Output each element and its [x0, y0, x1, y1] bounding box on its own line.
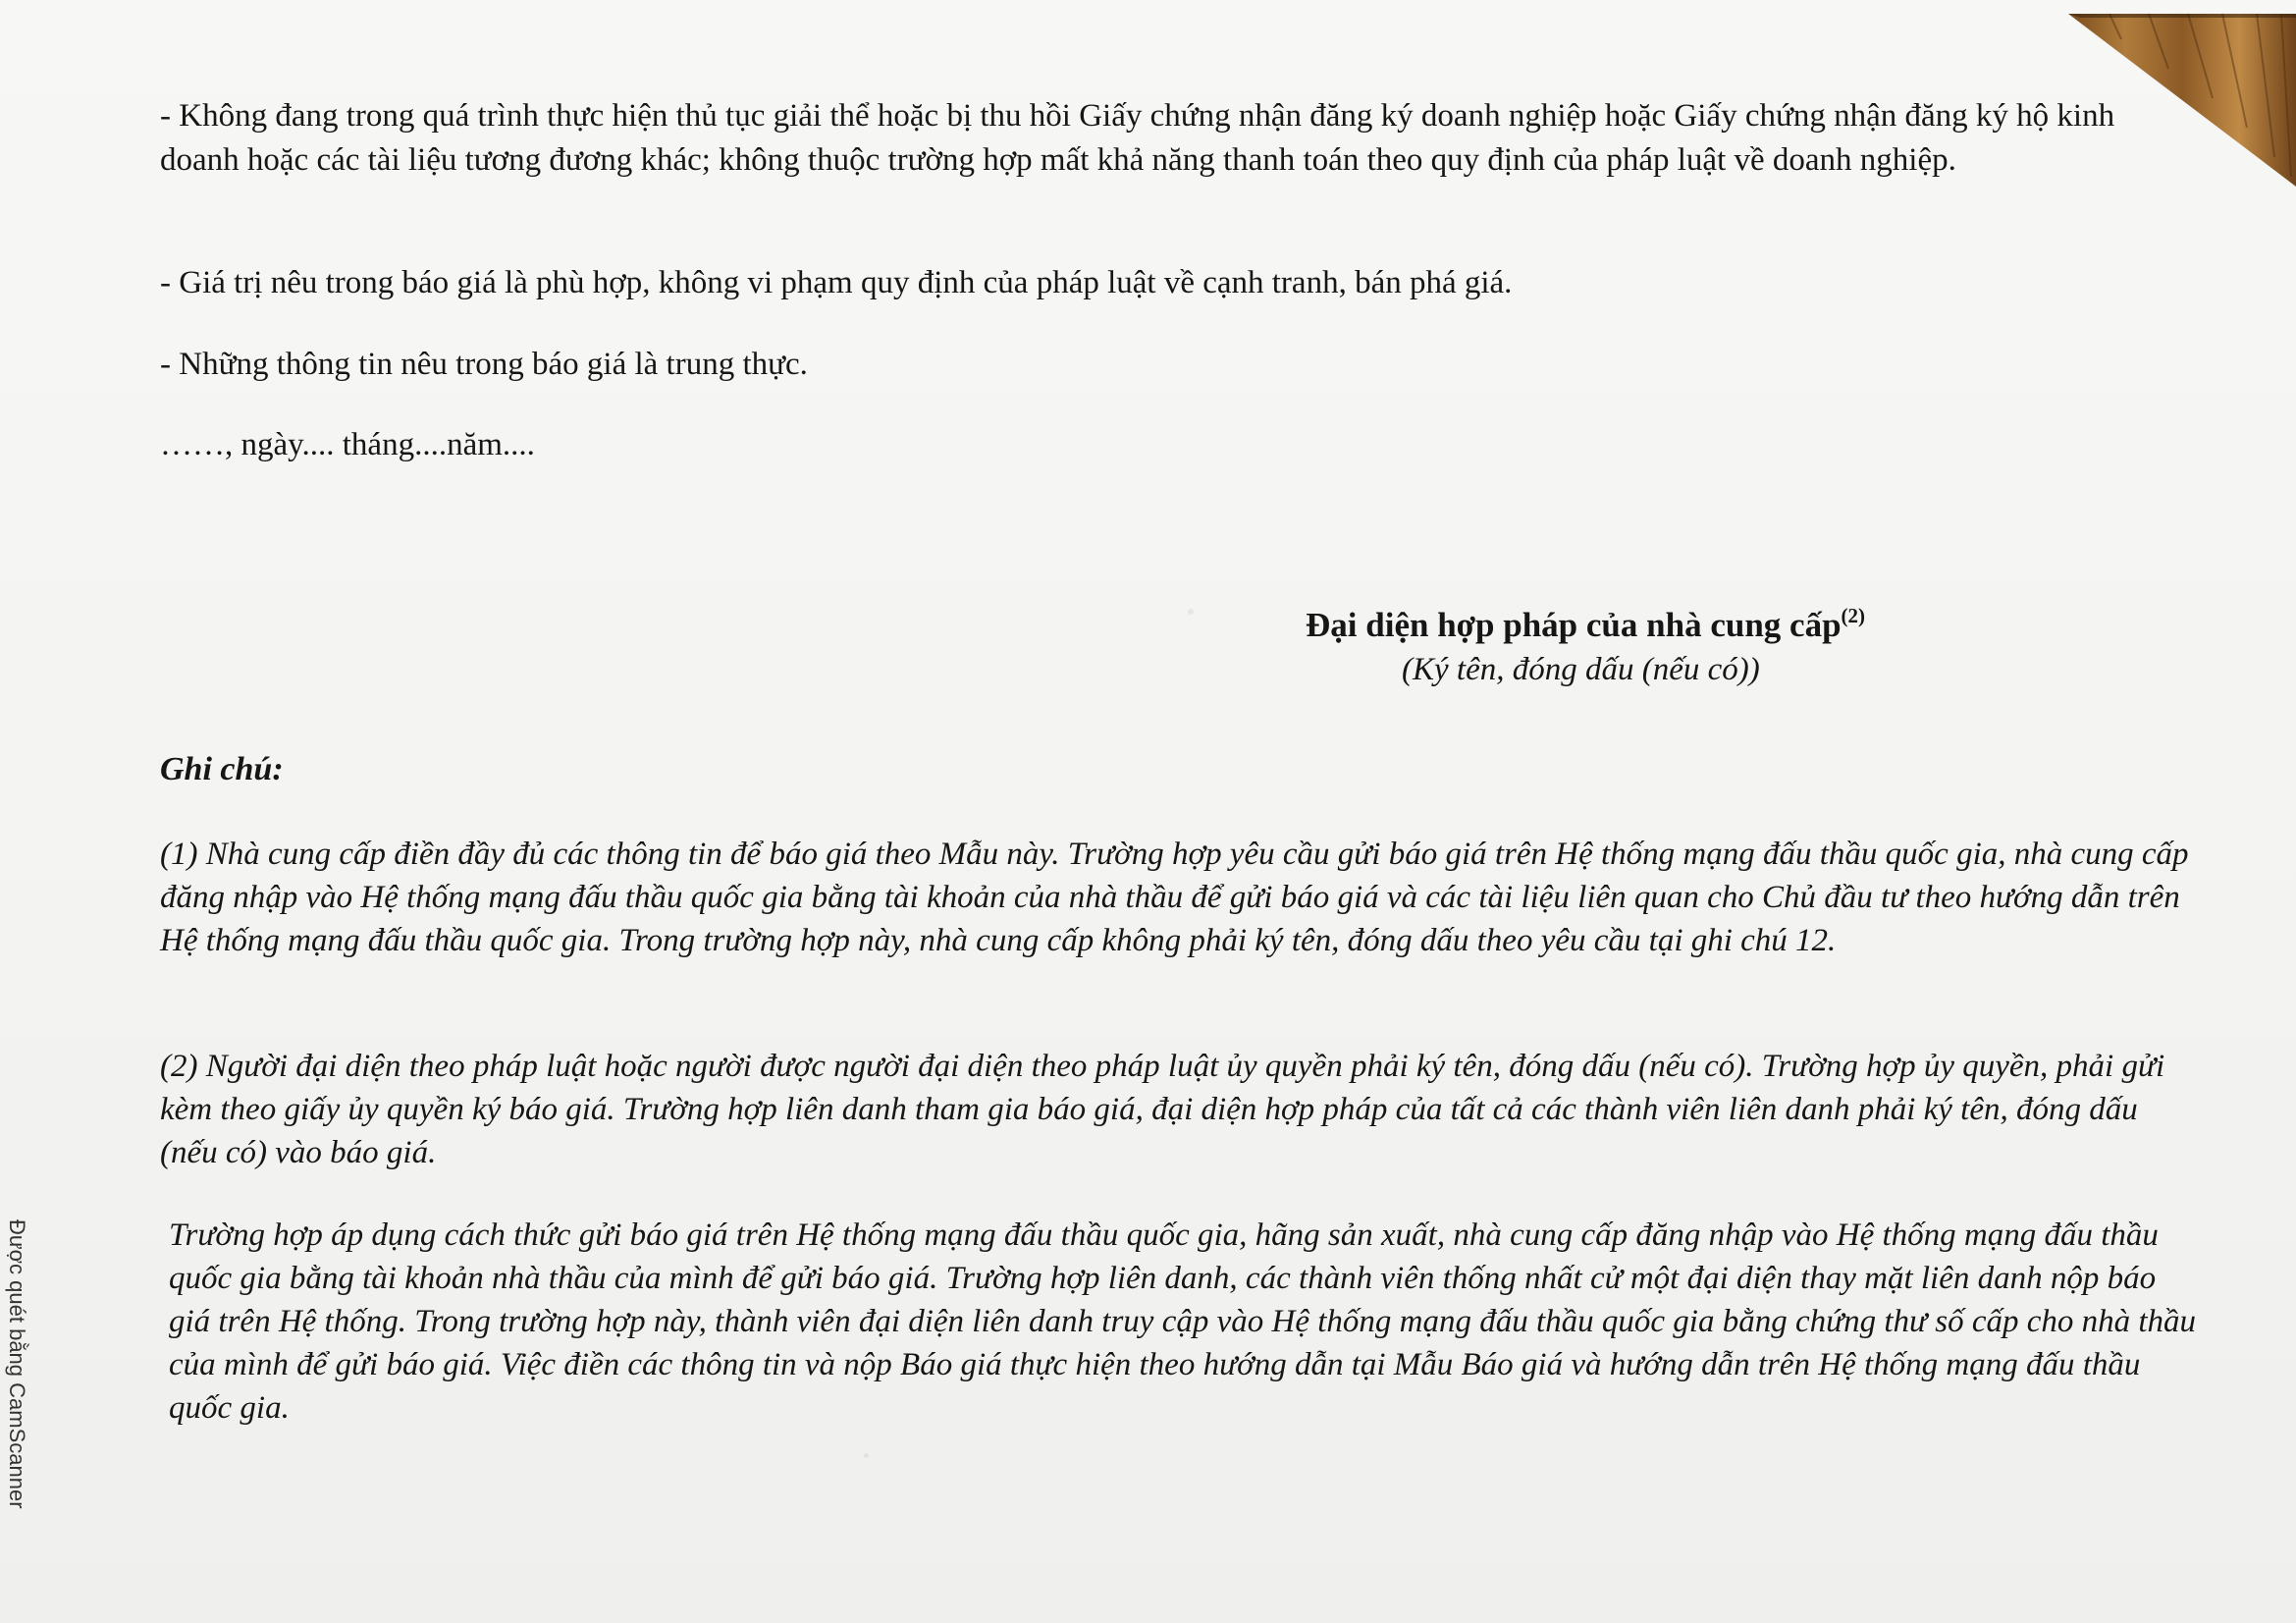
note-item-2: (2) Người đại diện theo pháp luật hoặc người được người đại diện theo pháp luật ủy quyền phải ký tên, đóng dấu (nếu có). Trường hợp ủy quyền, phải gửi kèm theo giấy ủy quyền ký báo giá. Trường hợp liên danh tham gia báo giá, đại diện hợp pháp của tất cả các thành viên liên danh phải ký tên, đóng dấu (nếu có) vào báo giá.	[160, 1049, 2165, 1170]
paragraph-price-compliance: - Giá trị nêu trong báo giá là phù hợp, không vi phạm quy định của pháp luật về cạnh tranh, bán phá giá.	[160, 265, 1513, 300]
date-line: ……, ngày.... tháng....năm....	[160, 427, 535, 462]
signature-title-text: Đại diện hợp pháp của nhà cung cấp	[1306, 606, 1842, 644]
notes-heading: Ghi chú:	[160, 751, 284, 787]
signature-footnote-ref: (2)	[1841, 604, 1866, 627]
note-item-3: Trường hợp áp dụng cách thức gửi báo giá trên Hệ thống mạng đấu thầu quốc gia, hãng sản xuất, nhà cung cấp đăng nhập vào Hệ thống mạng đấu thầu quốc gia bằng tài khoản nhà thầu của mình để gửi báo giá. Trường hợp liên danh, các thành viên thống nhất cử một đại diện thay mặt liên danh nộp báo giá trên Hệ thống. Trong trường hợp này, thành viên đại diện liên danh truy cập vào Hệ thống mạng đấu thầu quốc gia bằng chứng thư số cấp cho nhà thầu của mình để gửi báo giá. Việc điền các thông tin và nộp Báo giá thực hiện theo hướng dẫn tại Mẫu Báo giá và hướng dẫn trên Hệ thống mạng đấu thầu quốc gia.	[169, 1217, 2197, 1426]
paragraph-truthful-info: - Những thông tin nêu trong báo giá là trung thực.	[160, 347, 808, 382]
signature-title	[1306, 604, 1865, 645]
signature-subtitle: (Ký tên, đóng dấu (nếu có))	[1402, 652, 1760, 687]
camscanner-watermark: Được quét bằng CamScanner	[5, 1219, 29, 1509]
scan-speck	[864, 1453, 869, 1458]
scan-speck	[1188, 609, 1194, 615]
note-item-1: (1) Nhà cung cấp điền đầy đủ các thông tin để báo giá theo Mẫu này. Trường hợp yêu cầu gửi báo giá trên Hệ thống mạng đấu thầu quốc gia, nhà cung cấp đăng nhập vào Hệ thống mạng đấu thầu quốc gia bằng tài khoản của nhà thầu để gửi báo giá và các tài liệu liên quan cho Chủ đầu tư theo hướng dẫn trên Hệ thống mạng đấu thầu quốc gia. Trong trường hợp này, nhà cung cấp không phải ký tên, đóng dấu theo yêu cầu tại ghi chú 12.	[160, 837, 2189, 958]
paragraph-not-dissolving: - Không đang trong quá trình thực hiện thủ tục giải thể hoặc bị thu hồi Giấy chứng nhận đăng ký doanh nghiệp hoặc Giấy chứng nhận đăng ký hộ kinh doanh hoặc các tài liệu tương đương khác; không thuộc trường hợp mất khả năng thanh toán theo quy định của pháp luật về doanh nghiệp.	[160, 98, 2115, 178]
